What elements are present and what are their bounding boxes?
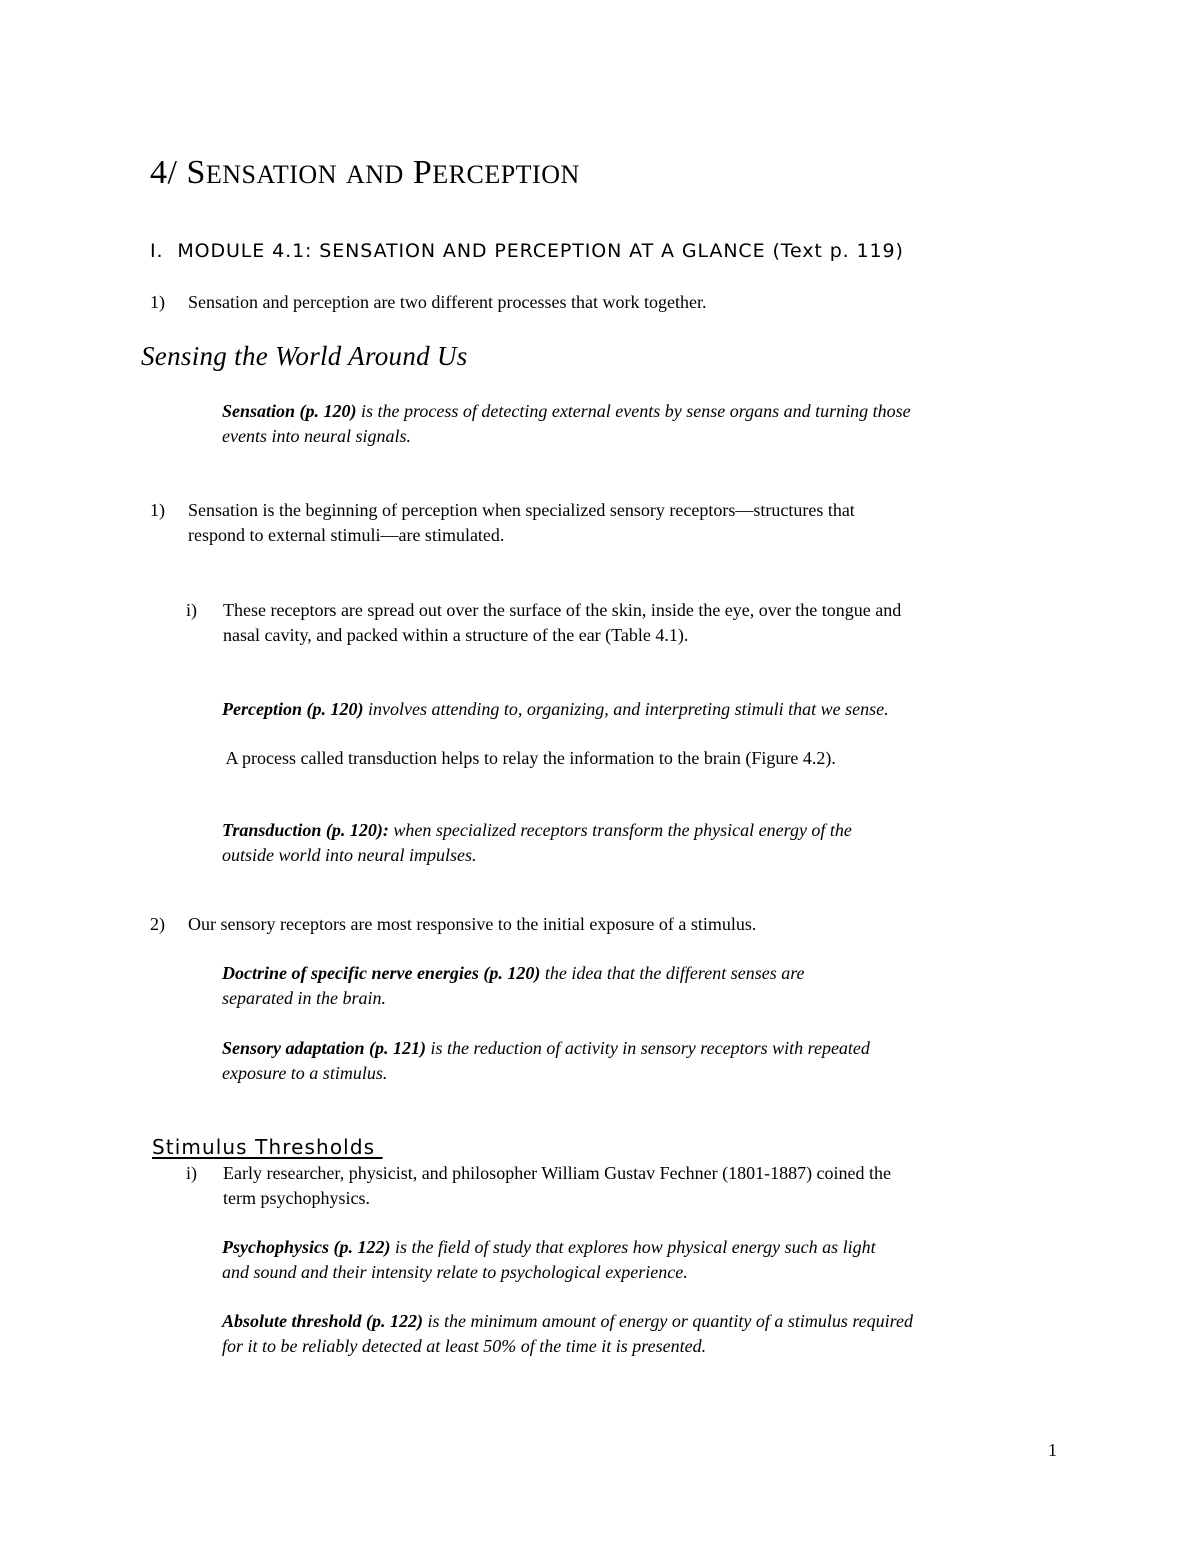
point-line: Early researcher, physicist, and philosopher William Gustav Fechner (1801-1887) coined the	[223, 1163, 892, 1183]
definition-line: separated in the brain.	[222, 988, 386, 1008]
title-word-initial: P	[412, 154, 433, 191]
stimulus-thresholds-heading: Stimulus Thresholds	[152, 1135, 383, 1159]
title-word-rest: ERCEPTION	[432, 160, 580, 189]
point-line: term psychophysics.	[223, 1188, 370, 1208]
definition-perception	[222, 697, 889, 722]
transduction-note: A process called transduction helps to relay the information to the brain (Figure 4.2).	[222, 748, 836, 768]
point-line: These receptors are spread out over the surface of the skin, inside the eye, over the tongue and	[223, 600, 902, 620]
definition-line: and sound and their intensity relate to psychological experience.	[222, 1262, 688, 1282]
definition-text: is the minimum amount of energy or quantity of a stimulus required	[423, 1311, 913, 1331]
list-marker: i)	[186, 600, 197, 620]
definition-line	[222, 399, 911, 424]
title-word-rest: AND	[345, 160, 404, 189]
definition-line	[222, 1036, 870, 1061]
definition-term: Sensation (p. 120)	[222, 401, 357, 421]
definition-term: Doctrine of specific nerve energies (p. 120)	[222, 963, 541, 983]
point-line: Our sensory receptors are most responsive to the initial exposure of a stimulus.	[188, 914, 757, 934]
list-marker: i)	[186, 1163, 197, 1183]
definition-text: is the process of detecting external events by sense organs and turning those	[356, 401, 911, 421]
definition-term: Perception (p. 120)	[222, 699, 364, 719]
point-text: Sensation and perception are two different processes that work together.	[188, 292, 707, 312]
definition-line	[222, 961, 805, 986]
definition-line: for it to be reliably detected at least 50% of the time it is presented.	[222, 1336, 707, 1356]
definition-line: events into neural signals.	[222, 426, 411, 446]
title-word-initial: S	[186, 154, 206, 191]
definition-line	[222, 1309, 913, 1334]
module-heading: I. MODULE 4.1: SENSATION AND PERCEPTION AT A GLANCE (Text p. 119)	[150, 240, 904, 262]
definition-doctrine	[222, 961, 805, 1011]
intro-point	[150, 290, 1150, 315]
definition-sensory-adaptation	[222, 1036, 870, 1086]
definition-line	[222, 1235, 876, 1260]
definition-line: exposure to a stimulus.	[222, 1063, 388, 1083]
definition-transduction	[222, 818, 852, 868]
definition-text: is the reduction of activity in sensory receptors with repeated	[426, 1038, 870, 1058]
section-heading: Sensing the World Around Us	[141, 341, 468, 371]
title-word-rest: ENSATION	[205, 160, 337, 189]
point-line: nasal cavity, and packed within a structure of the ear (Table 4.1).	[223, 625, 689, 645]
definition-text: is the field of study that explores how physical energy such as light	[390, 1237, 876, 1257]
definition-psychophysics	[222, 1235, 876, 1285]
definition-absolute-threshold	[222, 1309, 913, 1359]
threshold-sub-point-i	[186, 1161, 1146, 1211]
document-title	[150, 150, 580, 198]
definition-line	[222, 818, 852, 843]
definition-term: Psychophysics (p. 122)	[222, 1237, 391, 1257]
list-marker: 2)	[150, 914, 165, 934]
definition-text: when specialized receptors transform the physical energy of the	[388, 820, 852, 840]
definition-term: Absolute threshold (p. 122)	[222, 1311, 424, 1331]
definition-sensation	[222, 399, 911, 449]
list-marker: 1)	[150, 500, 165, 520]
definition-line: outside world into neural impulses.	[222, 845, 477, 865]
definition-text: involves attending to, organizing, and interpreting stimuli that we sense.	[363, 699, 889, 719]
numbered-point-1	[150, 498, 1150, 548]
definition-term: Transduction (p. 120):	[222, 820, 389, 840]
point-line: respond to external stimuli—are stimulated.	[188, 525, 505, 545]
sub-point-i	[186, 598, 1146, 648]
title-prefix: 4/	[150, 154, 187, 191]
list-marker: 1)	[150, 292, 165, 312]
definition-text: the idea that the different senses are	[540, 963, 805, 983]
page-number: 1	[1048, 1440, 1057, 1460]
definition-line	[222, 697, 889, 722]
definition-term: Sensory adaptation (p. 121)	[222, 1038, 427, 1058]
numbered-point-2	[150, 912, 1150, 937]
point-line: Sensation is the beginning of perception when specialized sensory receptors—structures that	[188, 500, 855, 520]
